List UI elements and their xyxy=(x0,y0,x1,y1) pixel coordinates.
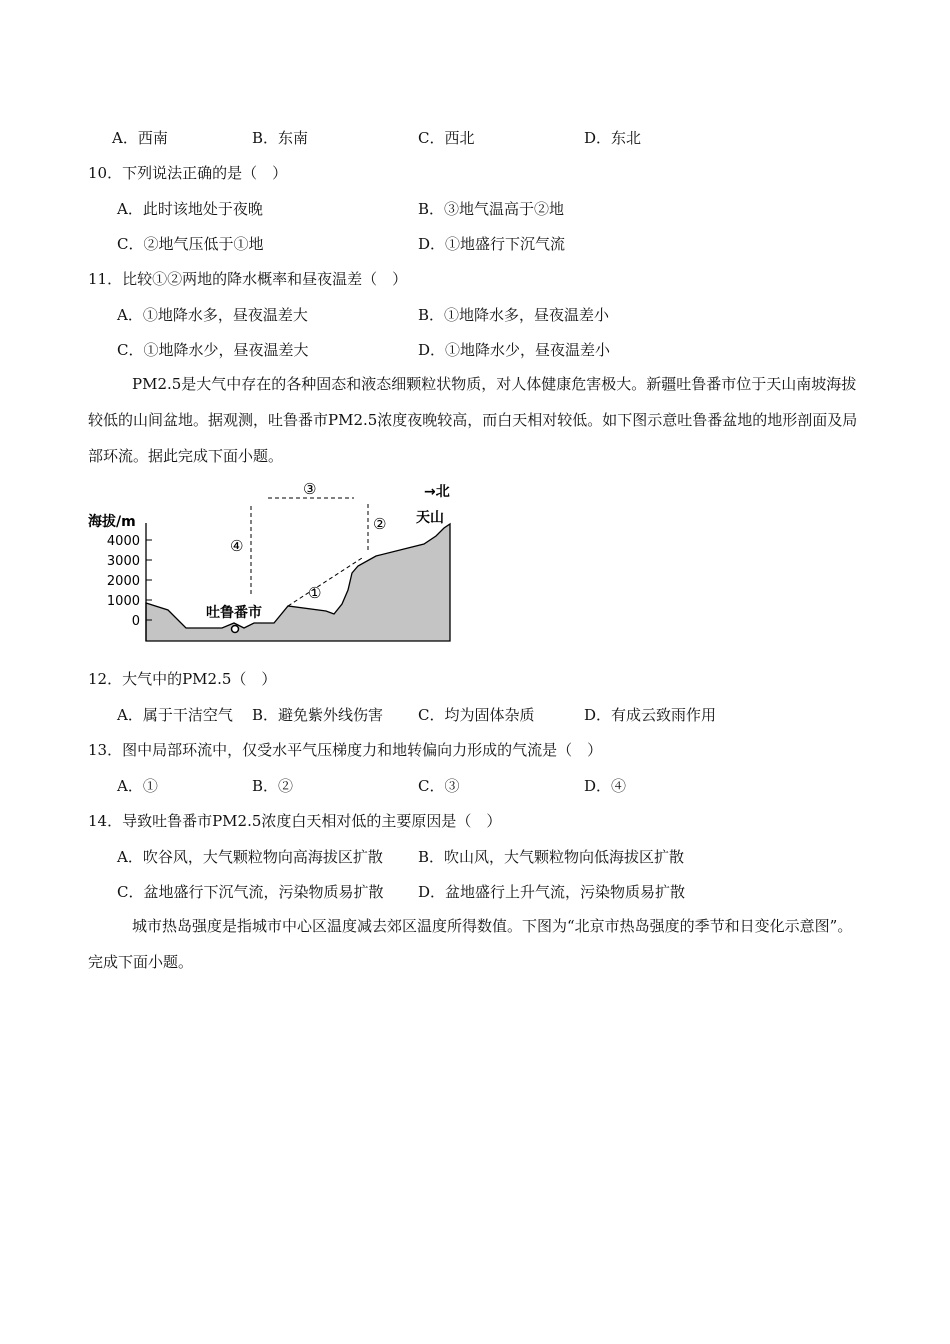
y-tick-label: 4000 xyxy=(106,534,140,549)
q11-option-c: C．①地降水少，昼夜温差大 xyxy=(117,341,309,359)
q13-option-d: D．④ xyxy=(584,777,627,795)
q14-stem: 14．导致吐鲁番市PM2.5浓度白天相对低的主要原因是（ ） xyxy=(88,812,502,830)
terrain-profile-figure xyxy=(86,478,466,648)
y-tick-label: 1000 xyxy=(106,594,140,609)
q14-option-c: C．盆地盛行下沉气流，污染物质易扩散 xyxy=(117,883,384,901)
q13-stem: 13．图中局部环流中，仅受水平气压梯度力和地转偏向力形成的气流是（ ） xyxy=(88,741,603,759)
q11-stem: 11．比较①②两地的降水概率和昼夜温差（ ） xyxy=(88,270,408,288)
q13-option-b: B．② xyxy=(252,777,294,795)
q12-option-d: D．有成云致雨作用 xyxy=(584,706,717,724)
label-3: ③ xyxy=(303,480,317,498)
label-2: ② xyxy=(373,515,387,533)
y-tick-label: 0 xyxy=(131,614,140,629)
y-tick-label: 2000 xyxy=(106,574,140,589)
q10-option-b: B．③地气温高于②地 xyxy=(418,200,565,218)
q13-option-c: C．③ xyxy=(418,777,460,795)
q9-option-c: C．西北 xyxy=(418,129,475,147)
passage-heat-island: 城市热岛强度是指城市中心区温度减去郊区温度所得数值。下图为“北京市热岛强度的季节和日变化示意图”。完成下面小题。 xyxy=(88,917,853,971)
q10-option-a: A．此时该地处于夜晚 xyxy=(117,200,263,218)
terrain-shape xyxy=(146,524,450,641)
north-arrow: →北 xyxy=(424,484,450,500)
q9-option-a: A．西南 xyxy=(112,129,168,147)
terrain-profile-svg xyxy=(86,478,466,648)
q12-option-c: C．均为固体杂质 xyxy=(418,706,535,724)
y-axis-label: 海拔/m xyxy=(88,514,136,530)
q10-stem: 10．下列说法正确的是（ ） xyxy=(88,164,288,182)
label-1: ① xyxy=(308,584,322,602)
q10-option-c: C．②地气压低于①地 xyxy=(117,235,264,253)
q9-option-d: D．东北 xyxy=(584,129,642,147)
q12-option-b: B．避免紫外线伤害 xyxy=(252,706,384,724)
q12-stem: 12．大气中的PM2.5（ ） xyxy=(88,670,277,688)
q10-option-d: D．①地盛行下沉气流 xyxy=(418,235,566,253)
q14-option-a: A．吹谷风，大气颗粒物向高海拔区扩散 xyxy=(117,848,383,866)
turpan-city-label: 吐鲁番市 xyxy=(206,605,262,621)
q9-option-b: B．东南 xyxy=(252,129,309,147)
tianshan-label: 天山 xyxy=(416,510,444,526)
y-tick-label: 3000 xyxy=(106,554,140,569)
q11-option-b: B．①地降水多，昼夜温差小 xyxy=(418,306,610,324)
q11-option-d: D．①地降水少，昼夜温差小 xyxy=(418,341,611,359)
label-4: ④ xyxy=(230,537,244,555)
q12-option-a: A．属于干洁空气 xyxy=(117,706,233,724)
city-marker-icon xyxy=(232,626,239,633)
passage-pm25: PM2.5是大气中存在的各种固态和液态细颗粒状物质，对人体健康危害极大。新疆吐鲁番市位于天山南坡海拔较低的山间盆地。据观测，吐鲁番市PM2.5浓度夜晚较高，而白天相对较低。如下图示意吐鲁番盆地的地形剖面及局部环流。据此完成下面小题。 xyxy=(88,375,858,465)
q13-option-a: A．① xyxy=(117,777,158,795)
q11-option-a: A．①地降水多，昼夜温差大 xyxy=(117,306,308,324)
q14-option-d: D．盆地盛行上升气流，污染物质易扩散 xyxy=(418,883,686,901)
q14-option-b: B．吹山风，大气颗粒物向低海拔区扩散 xyxy=(418,848,685,866)
